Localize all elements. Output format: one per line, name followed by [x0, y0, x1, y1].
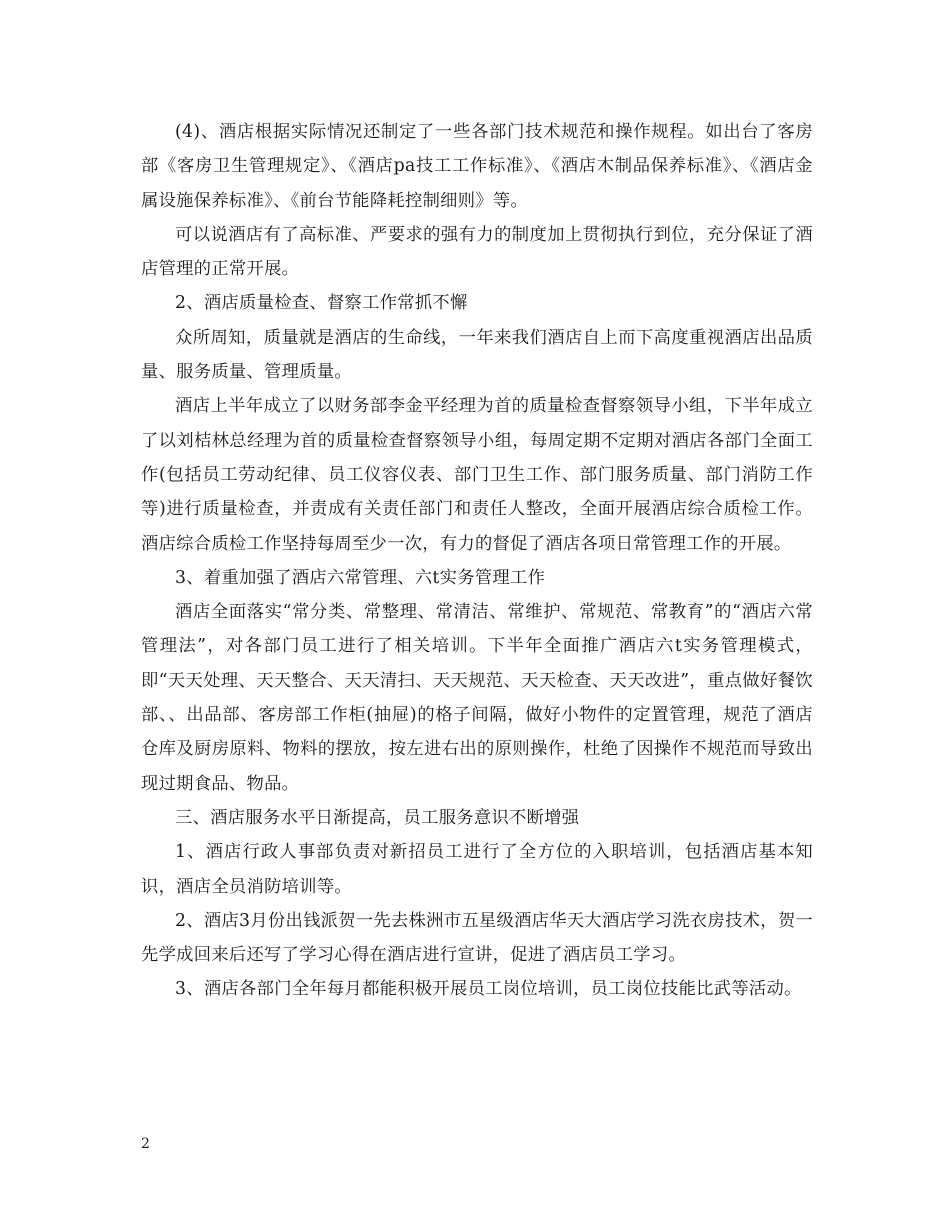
paragraph-training-3: 3、酒店各部门全年每月都能积极开展员工岗位培训，员工岗位技能比武等活动。: [175, 979, 802, 1000]
section-heading-service-level: 三、酒店服务水平日渐提高，员工服务意识不断增强: [175, 807, 580, 828]
paragraph-standards: (4)、酒店根据实际情况还制定了一些各部门技术规范和操作规程。如出台了客房部《客房卫生管理规定》、《酒店pa技工工作标准》、《酒店木制品保养标准》、《酒店金属设施保养标准》、《前台节能降耗控制细则》等。: [141, 122, 813, 211]
document-body: [141, 115, 813, 1007]
paragraph-six-management: 酒店全面落实“常分类、常整理、常清洁、常维护、常规范、常教育”的“酒店六常管理法”，对各部门员工进行了相关培训。下半年全面推广酒店六t实务管理模式，即“天天处理、天天整合、天天清扫、天天规范、天天检查、天天改进”，重点做好餐饮部、、出品部、客房部工作柜(抽屉)的格子间隔，做好小物件的定置管理，规范了酒店仓库及厨房原料、物料的摆放，按左进右出的原则操作，杜绝了因操作不规范而导致出现过期食品、物品。: [141, 602, 813, 794]
section-heading-six-management: 3、着重加强了酒店六常管理、六t实务管理工作: [175, 567, 546, 588]
paragraph-inspection-team: 酒店上半年成立了以财务部李金平经理为首的质量检查督察领导小组，下半年成立了以刘桔林总经理为首的质量检查督察领导小组，每周定期不定期对酒店各部门全面工作(包括员工劳动纪律、员工仪容仪表、部门卫生工作、部门服务质量、部门消防工作等)进行质量检查，并责成有关责任部门和责任人整改，全面开展酒店综合质检工作。酒店综合质检工作坚持每周至少一次，有力的督促了酒店各项日常管理工作的开展。: [141, 396, 813, 554]
paragraph-summary: 可以说酒店有了高标准、严要求的强有力的制度加上贯彻执行到位，充分保证了酒店管理的正常开展。: [141, 224, 813, 280]
paragraph-training-1: 1、酒店行政人事部负责对新招员工进行了全方位的入职培训，包括酒店基本知识，酒店全员消防培训等。: [141, 842, 813, 897]
page-number: 2: [141, 1136, 150, 1152]
section-heading-quality-inspection: 2、酒店质量检查、督察工作常抓不懈: [175, 293, 468, 314]
paragraph-training-2: 2、酒店3月份出钱派贺一先去株洲市五星级酒店华天大酒店学习洗衣房技术，贺一先学成回来后还写了学习心得在酒店进行宣讲，促进了酒店员工学习。: [141, 910, 813, 966]
paragraph-quality-lifeline: 众所周知，质量就是酒店的生命线，一年来我们酒店自上而下高度重视酒店出品质量、服务质量、管理质量。: [141, 327, 813, 383]
